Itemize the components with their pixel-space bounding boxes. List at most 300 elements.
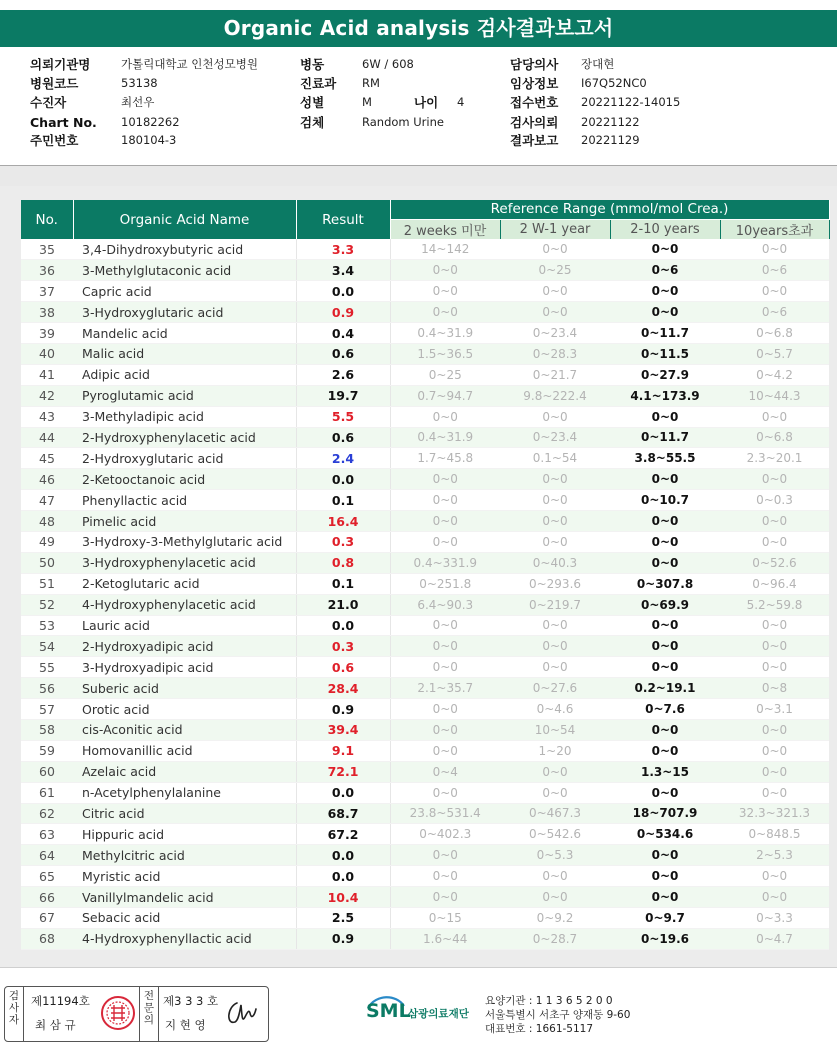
range-2-10years: 0~0 (610, 511, 720, 532)
result-value: 2.5 (296, 908, 390, 929)
range-2w-1year: 0~467.3 (500, 803, 610, 824)
range-10years: 0~0 (720, 887, 829, 908)
range-2-10years: 0~0 (610, 636, 720, 657)
result-value: 0.6 (296, 343, 390, 364)
range-2w-1year: 0~5.3 (500, 845, 610, 866)
range-2w-1year: 0~4.6 (500, 699, 610, 720)
range-2weeks: 6.4~90.3 (390, 594, 500, 615)
row-number: 67 (21, 908, 73, 929)
result-value: 0.9 (296, 928, 390, 949)
row-number: 48 (21, 511, 73, 532)
range-10years: 0~0 (720, 615, 829, 636)
range-2w-1year: 0~9.2 (500, 908, 610, 929)
result-value: 0.1 (296, 490, 390, 511)
table-row (21, 343, 829, 364)
logo-text: SML (366, 1000, 411, 1022)
range-2weeks: 0.4~31.9 (390, 323, 500, 344)
specimen-label: 검체 (300, 115, 325, 130)
range-2-10years: 0~0 (610, 845, 720, 866)
row-number: 55 (21, 657, 73, 678)
table-row (21, 761, 829, 782)
range-2-10years: 0~0 (610, 281, 720, 302)
range-2w-1year: 0~0 (500, 490, 610, 511)
hospital-code-value: 53138 (121, 76, 158, 90)
range-10years: 0~0 (720, 531, 829, 552)
range-2-10years: 0~0 (610, 866, 720, 887)
row-number: 35 (21, 239, 73, 260)
result-value: 21.0 (296, 594, 390, 615)
report-date-value: 20221129 (581, 133, 640, 147)
row-number: 52 (21, 594, 73, 615)
department-value: RM (362, 76, 380, 90)
range-2w-1year: 0~0 (500, 657, 610, 678)
range-2weeks: 0~0 (390, 740, 500, 761)
range-2weeks: 0~4 (390, 761, 500, 782)
range-2weeks: 1.5~36.5 (390, 343, 500, 364)
acid-name: Hippuric acid (73, 824, 296, 845)
range-2weeks: 0~0 (390, 887, 500, 908)
acid-name: Azelaic acid (73, 761, 296, 782)
range-2w-1year: 0~23.4 (500, 323, 610, 344)
range-2w-1year: 0~0 (500, 866, 610, 887)
range-2weeks: 0~0 (390, 531, 500, 552)
range-2-10years: 0~27.9 (610, 364, 720, 385)
range-10years: 0~0.3 (720, 490, 829, 511)
row-number: 68 (21, 928, 73, 949)
row-number: 49 (21, 531, 73, 552)
range-2-10years: 1.3~15 (610, 761, 720, 782)
result-value: 0.9 (296, 302, 390, 323)
range-10years: 0~0 (720, 782, 829, 803)
table-row (21, 824, 829, 845)
range-2weeks: 0~0 (390, 281, 500, 302)
range-10years: 0~0 (720, 281, 829, 302)
table-row (21, 908, 829, 929)
table-row (21, 657, 829, 678)
range-2w-1year: 0~542.6 (500, 824, 610, 845)
range-2-10years: 0.2~19.1 (610, 678, 720, 699)
range-2w-1year: 0~28.3 (500, 343, 610, 364)
table-row (21, 845, 829, 866)
result-value: 5.5 (296, 406, 390, 427)
physician-label: 담당의사 (510, 57, 559, 72)
range-10years: 0~6 (720, 260, 829, 281)
row-number: 46 (21, 469, 73, 490)
range-2w-1year: 0~0 (500, 761, 610, 782)
range-10years: 0~6.8 (720, 323, 829, 344)
acid-name: 2-Hydroxyadipic acid (73, 636, 296, 657)
range-10years: 0~0 (720, 740, 829, 761)
range-10years: 0~0 (720, 636, 829, 657)
range-10years: 0~0 (720, 719, 829, 740)
range-2weeks: 1.7~45.8 (390, 448, 500, 469)
range-2w-1year: 0.1~54 (500, 448, 610, 469)
range-2-10years: 0~6 (610, 260, 720, 281)
range-2weeks: 0.7~94.7 (390, 385, 500, 406)
row-number: 45 (21, 448, 73, 469)
result-value: 0.0 (296, 866, 390, 887)
range-2-10years: 0~11.5 (610, 343, 720, 364)
range-10years: 0~848.5 (720, 824, 829, 845)
acid-name: 2-Ketooctanoic acid (73, 469, 296, 490)
range-10years: 0~96.4 (720, 573, 829, 594)
row-number: 53 (21, 615, 73, 636)
row-number: 37 (21, 281, 73, 302)
recipient-label: 수진자 (30, 95, 67, 110)
range-2weeks: 0~0 (390, 260, 500, 281)
range-2w-1year: 0~28.7 (500, 928, 610, 949)
range-2w-1year: 0~40.3 (500, 552, 610, 573)
chart-no-value: 10182262 (121, 115, 180, 129)
acid-name: Citric acid (73, 803, 296, 824)
range-2-10years: 0~0 (610, 782, 720, 803)
table-row (21, 490, 829, 511)
row-number: 59 (21, 740, 73, 761)
header-range-10years: 10years초과 (720, 219, 829, 239)
range-2weeks: 0~0 (390, 782, 500, 803)
acid-name: Malic acid (73, 343, 296, 364)
acid-name: 3-Methylglutaconic acid (73, 260, 296, 281)
table-row (21, 511, 829, 532)
acid-name: 3-Methyladipic acid (73, 406, 296, 427)
range-2weeks: 0~0 (390, 866, 500, 887)
range-2w-1year: 0~21.7 (500, 364, 610, 385)
acid-name: Adipic acid (73, 364, 296, 385)
result-value: 3.4 (296, 260, 390, 281)
table-row (21, 385, 829, 406)
result-value: 68.7 (296, 803, 390, 824)
range-2-10years: 0~11.7 (610, 427, 720, 448)
range-2w-1year: 0~0 (500, 302, 610, 323)
table-row (21, 260, 829, 281)
header-range-2-10years: 2-10 years (610, 219, 720, 239)
seal-stamp-icon (100, 995, 136, 1031)
acid-name: 4-Hydroxyphenyllactic acid (73, 928, 296, 949)
row-number: 44 (21, 427, 73, 448)
result-value: 0.0 (296, 469, 390, 490)
range-2w-1year: 0~0 (500, 239, 610, 260)
acid-name: Orotic acid (73, 699, 296, 720)
result-value: 28.4 (296, 678, 390, 699)
ward-value: 6W / 608 (362, 57, 414, 71)
range-2weeks: 0~0 (390, 699, 500, 720)
table-row (21, 323, 829, 344)
header-no: No. (21, 200, 73, 239)
result-value: 0.0 (296, 845, 390, 866)
table-row (21, 469, 829, 490)
physician-value: 장대현 (581, 57, 615, 71)
row-number: 39 (21, 323, 73, 344)
acid-name: 3,4-Dihydroxybutyric acid (73, 239, 296, 260)
result-value: 0.6 (296, 427, 390, 448)
table-row (21, 302, 829, 323)
table-row (21, 678, 829, 699)
range-10years: 0~5.7 (720, 343, 829, 364)
acid-name: Methylcitric acid (73, 845, 296, 866)
specialist-name: 지 현 영 (165, 1018, 206, 1032)
result-value: 0.0 (296, 281, 390, 302)
range-2weeks: 0~0 (390, 719, 500, 740)
range-2weeks: 0.4~31.9 (390, 427, 500, 448)
range-10years: 0~0 (720, 511, 829, 532)
receipt-no-label: 접수번호 (510, 95, 559, 110)
acid-name: 3-Hydroxyphenylacetic acid (73, 552, 296, 573)
range-10years: 2.3~20.1 (720, 448, 829, 469)
result-value: 2.6 (296, 364, 390, 385)
range-2weeks: 0.4~331.9 (390, 552, 500, 573)
result-value: 67.2 (296, 824, 390, 845)
range-2-10years: 0~10.7 (610, 490, 720, 511)
row-number: 58 (21, 719, 73, 740)
range-10years: 2~5.3 (720, 845, 829, 866)
range-2w-1year: 0~219.7 (500, 594, 610, 615)
range-2weeks: 0~0 (390, 469, 500, 490)
table-row (21, 281, 829, 302)
range-2-10years: 0~307.8 (610, 573, 720, 594)
range-2w-1year: 0~0 (500, 281, 610, 302)
acid-name: 2-Hydroxyphenylacetic acid (73, 427, 296, 448)
row-number: 41 (21, 364, 73, 385)
range-10years: 0~0 (720, 406, 829, 427)
range-2-10years: 0~9.7 (610, 908, 720, 929)
chart-no-label: Chart No. (30, 115, 97, 130)
acid-name: n-Acetylphenylalanine (73, 782, 296, 803)
row-number: 42 (21, 385, 73, 406)
phone: 대표번호 : 1661-5117 (485, 1023, 594, 1035)
specialist-license: 제3 3 3 호 (163, 994, 219, 1008)
acid-name: Sebacic acid (73, 908, 296, 929)
recipient-value: 최선우 (121, 95, 155, 109)
range-2w-1year: 0~23.4 (500, 427, 610, 448)
acid-name: Vanillylmandelic acid (73, 887, 296, 908)
range-10years: 0~6 (720, 302, 829, 323)
age-value: 4 (457, 95, 465, 109)
patient-info (0, 52, 837, 166)
range-10years: 0~8 (720, 678, 829, 699)
acid-name: cis-Aconitic acid (73, 719, 296, 740)
clinical-info-label: 임상정보 (510, 76, 559, 91)
table-row (21, 719, 829, 740)
results-table (21, 200, 830, 950)
range-2w-1year: 0~0 (500, 636, 610, 657)
range-10years: 0~3.3 (720, 908, 829, 929)
range-2-10years: 0~534.6 (610, 824, 720, 845)
range-2-10years: 0~19.6 (610, 928, 720, 949)
results-body (21, 239, 829, 949)
table-row (21, 636, 829, 657)
row-number: 47 (21, 490, 73, 511)
range-2weeks: 0~0 (390, 511, 500, 532)
range-2weeks: 0~15 (390, 908, 500, 929)
range-10years: 0~6.8 (720, 427, 829, 448)
range-2w-1year: 0~25 (500, 260, 610, 281)
range-10years: 0~0 (720, 239, 829, 260)
range-2w-1year: 0~0 (500, 511, 610, 532)
table-row (21, 866, 829, 887)
result-value: 10.4 (296, 887, 390, 908)
row-number: 61 (21, 782, 73, 803)
range-10years: 0~0 (720, 657, 829, 678)
range-10years: 0~52.6 (720, 552, 829, 573)
table-row (21, 782, 829, 803)
acid-name: 3-Hydroxyglutaric acid (73, 302, 296, 323)
range-2-10years: 4.1~173.9 (610, 385, 720, 406)
row-number: 43 (21, 406, 73, 427)
specimen-value: Random Urine (362, 115, 444, 129)
acid-name: Pyroglutamic acid (73, 385, 296, 406)
result-value: 0.8 (296, 552, 390, 573)
range-2-10years: 0~0 (610, 552, 720, 573)
signature-box (4, 986, 269, 1042)
range-2weeks: 0~251.8 (390, 573, 500, 594)
result-value: 9.1 (296, 740, 390, 761)
tester-label: 검사자 (8, 990, 20, 1026)
range-2weeks: 0~0 (390, 636, 500, 657)
org-name: 삼광의료재단 (408, 1008, 469, 1020)
range-2w-1year: 0~0 (500, 887, 610, 908)
range-2weeks: 0~0 (390, 845, 500, 866)
range-2-10years: 0~0 (610, 740, 720, 761)
table-row (21, 364, 829, 385)
range-2weeks: 0~25 (390, 364, 500, 385)
range-2w-1year: 0~0 (500, 469, 610, 490)
table-row (21, 406, 829, 427)
table-row (21, 552, 829, 573)
acid-name: 3-Hydroxy-3-Methylglutaric acid (73, 531, 296, 552)
row-number: 51 (21, 573, 73, 594)
header-result: Result (296, 200, 390, 239)
table-row (21, 594, 829, 615)
range-2w-1year: 0~0 (500, 782, 610, 803)
receipt-no-value: 20221122-14015 (581, 95, 681, 109)
range-2-10years: 0~0 (610, 469, 720, 490)
range-2w-1year: 0~0 (500, 531, 610, 552)
range-2-10years: 0~11.7 (610, 323, 720, 344)
acid-name: 3-Hydroxyadipic acid (73, 657, 296, 678)
header-range-2w-1year: 2 W-1 year (500, 219, 610, 239)
range-10years: 0~4.7 (720, 928, 829, 949)
range-2-10years: 0~69.9 (610, 594, 720, 615)
result-value: 0.6 (296, 657, 390, 678)
specialist-label: 전문의 (143, 990, 155, 1026)
result-value: 0.9 (296, 699, 390, 720)
result-value: 19.7 (296, 385, 390, 406)
result-value: 16.4 (296, 511, 390, 532)
range-2weeks: 23.8~531.4 (390, 803, 500, 824)
range-2-10years: 0~0 (610, 531, 720, 552)
acid-name: Mandelic acid (73, 323, 296, 344)
request-date-value: 20221122 (581, 115, 640, 129)
acid-name: Suberic acid (73, 678, 296, 699)
acid-name: Myristic acid (73, 866, 296, 887)
resident-no-value: 180104-3 (121, 133, 177, 147)
result-value: 0.3 (296, 636, 390, 657)
range-2weeks: 2.1~35.7 (390, 678, 500, 699)
range-2w-1year: 0~0 (500, 406, 610, 427)
range-2weeks: 0~0 (390, 657, 500, 678)
table-row (21, 803, 829, 824)
range-10years: 0~0 (720, 761, 829, 782)
range-10years: 0~0 (720, 469, 829, 490)
table-row (21, 427, 829, 448)
range-2w-1year: 0~0 (500, 615, 610, 636)
range-2-10years: 0~0 (610, 719, 720, 740)
row-number: 36 (21, 260, 73, 281)
range-2-10years: 0~7.6 (610, 699, 720, 720)
result-value: 0.1 (296, 573, 390, 594)
header-reference-range: Reference Range (mmol/mol Crea.) (390, 200, 829, 219)
hospital-code-label: 병원코드 (30, 76, 79, 91)
contact-info (485, 994, 630, 1036)
row-number: 54 (21, 636, 73, 657)
result-value: 3.3 (296, 239, 390, 260)
row-number: 65 (21, 866, 73, 887)
institution-value: 가톨릭대학교 인천성모병원 (121, 57, 258, 71)
report-footer (0, 967, 837, 1049)
table-row (21, 615, 829, 636)
row-number: 64 (21, 845, 73, 866)
range-2w-1year: 1~20 (500, 740, 610, 761)
table-row (21, 531, 829, 552)
row-number: 62 (21, 803, 73, 824)
signature-icon (223, 995, 263, 1031)
institution-label: 의뢰기관명 (30, 57, 91, 72)
ward-label: 병동 (300, 57, 325, 72)
range-10years: 10~44.3 (720, 385, 829, 406)
range-2-10years: 18~707.9 (610, 803, 720, 824)
table-row (21, 887, 829, 908)
range-2weeks: 0~0 (390, 615, 500, 636)
range-2-10years: 0~0 (610, 406, 720, 427)
tester-name: 최 삼 규 (35, 1018, 76, 1032)
row-number: 63 (21, 824, 73, 845)
range-10years: 5.2~59.8 (720, 594, 829, 615)
sex-value: M (362, 95, 372, 109)
table-row (21, 448, 829, 469)
sex-label: 성별 (300, 95, 325, 110)
result-value: 2.4 (296, 448, 390, 469)
table-row (21, 740, 829, 761)
result-value: 0.0 (296, 782, 390, 803)
range-10years: 0~4.2 (720, 364, 829, 385)
acid-name: Lauric acid (73, 615, 296, 636)
row-number: 50 (21, 552, 73, 573)
range-2-10years: 0~0 (610, 657, 720, 678)
range-2w-1year: 0~27.6 (500, 678, 610, 699)
range-2weeks: 14~142 (390, 239, 500, 260)
report-date-label: 결과보고 (510, 133, 559, 148)
range-2w-1year: 9.8~222.4 (500, 385, 610, 406)
clinical-info-value: I67Q52NC0 (581, 76, 647, 90)
range-2-10years: 3.8~55.5 (610, 448, 720, 469)
table-row (21, 239, 829, 260)
range-10years: 32.3~321.3 (720, 803, 829, 824)
result-value: 0.3 (296, 531, 390, 552)
range-10years: 0~0 (720, 866, 829, 887)
range-2-10years: 0~0 (610, 239, 720, 260)
range-2weeks: 1.6~44 (390, 928, 500, 949)
tester-license: 제11194호 (31, 994, 90, 1008)
range-2w-1year: 0~293.6 (500, 573, 610, 594)
table-row (21, 573, 829, 594)
range-2weeks: 0~0 (390, 490, 500, 511)
range-2weeks: 0~0 (390, 302, 500, 323)
row-number: 60 (21, 761, 73, 782)
acid-name: Capric acid (73, 281, 296, 302)
section-divider (0, 166, 837, 186)
resident-no-label: 주민번호 (30, 133, 79, 148)
range-2w-1year: 10~54 (500, 719, 610, 740)
